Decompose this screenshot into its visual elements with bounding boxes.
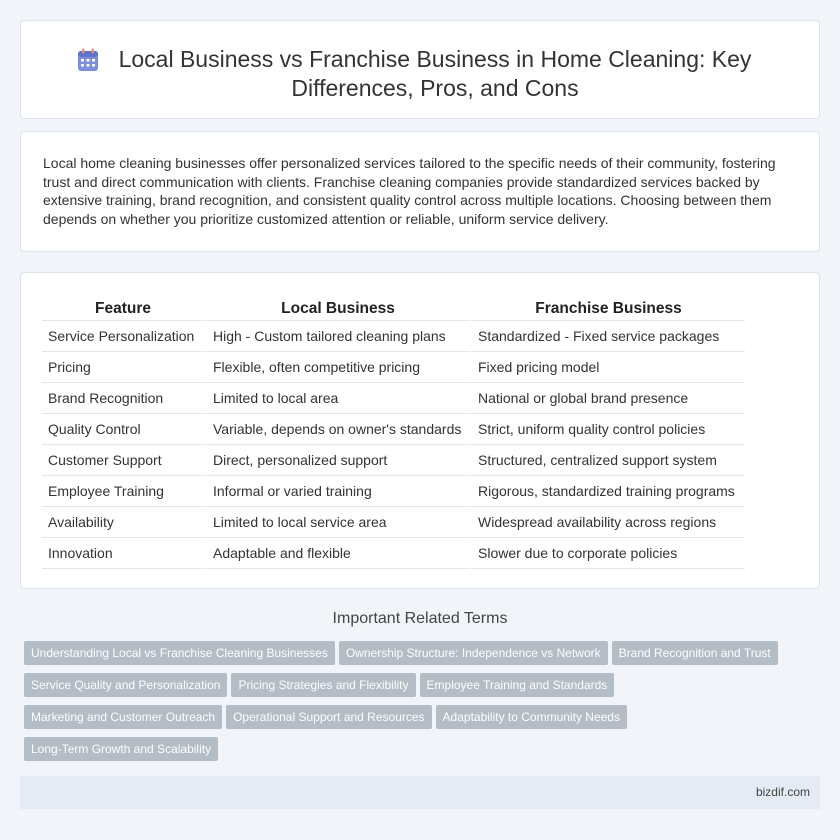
table-cell: Standardized - Fixed service packages bbox=[469, 321, 745, 352]
table-cell: Strict, uniform quality control policies bbox=[469, 414, 745, 445]
comparison-card bbox=[20, 272, 820, 589]
column-header-franchise: Franchise Business bbox=[469, 297, 745, 321]
table-cell: Direct, personalized support bbox=[204, 445, 469, 476]
table-cell: Brand Recognition bbox=[42, 383, 204, 414]
table-cell: Informal or varied training bbox=[204, 476, 469, 507]
table-cell: Widespread availability across regions bbox=[469, 507, 745, 538]
table-cell: Limited to local service area bbox=[204, 507, 469, 538]
table-row bbox=[42, 383, 745, 414]
related-tag[interactable]: Adaptability to Community Needs bbox=[436, 705, 627, 729]
table-cell: Employee Training bbox=[42, 476, 204, 507]
intro-card bbox=[20, 131, 820, 252]
footer-site-link[interactable]: bizdif.com bbox=[755, 785, 810, 799]
column-header-feature: Feature bbox=[42, 297, 204, 321]
table-cell: High - Custom tailored cleaning plans bbox=[204, 321, 469, 352]
related-tag[interactable]: Marketing and Customer Outreach bbox=[24, 705, 222, 729]
table-cell: Fixed pricing model bbox=[469, 352, 745, 383]
table-row bbox=[42, 507, 745, 538]
column-header-local: Local Business bbox=[204, 297, 469, 321]
related-tag[interactable]: Long-Term Growth and Scalability bbox=[24, 737, 218, 761]
page-title bbox=[21, 45, 819, 103]
table-cell: Flexible, often competitive pricing bbox=[204, 352, 469, 383]
table-row bbox=[42, 352, 745, 383]
comparison-table bbox=[42, 297, 745, 569]
related-terms-title: Important Related Terms bbox=[332, 610, 508, 627]
table-cell: Limited to local area bbox=[204, 383, 469, 414]
related-tag[interactable]: Brand Recognition and Trust bbox=[612, 641, 778, 665]
table-row bbox=[42, 414, 745, 445]
table-cell: Availability bbox=[42, 507, 204, 538]
table-cell: Pricing bbox=[42, 352, 204, 383]
table-cell: Rigorous, standardized training programs bbox=[469, 476, 745, 507]
footer bbox=[20, 776, 820, 809]
table-cell: Slower due to corporate policies bbox=[469, 538, 745, 569]
related-tag[interactable]: Understanding Local vs Franchise Cleaning Businesses bbox=[24, 641, 335, 665]
related-tag[interactable]: Pricing Strategies and Flexibility bbox=[231, 673, 415, 697]
related-tags bbox=[24, 641, 794, 769]
related-tag[interactable]: Operational Support and Resources bbox=[226, 705, 431, 729]
table-row bbox=[42, 445, 745, 476]
page-title-text: Local Business vs Franchise Business in Home Cleaning: Key Differences, Pros, and Cons bbox=[118, 46, 752, 101]
table-row bbox=[42, 476, 745, 507]
related-tag[interactable]: Service Quality and Personalization bbox=[24, 673, 227, 697]
table-cell: Customer Support bbox=[42, 445, 204, 476]
table-header-row bbox=[42, 297, 745, 321]
table-row bbox=[42, 321, 745, 352]
table-cell: Structured, centralized support system bbox=[469, 445, 745, 476]
related-tag[interactable]: Ownership Structure: Independence vs Network bbox=[339, 641, 608, 665]
related-tag[interactable]: Employee Training and Standards bbox=[420, 673, 615, 697]
table-cell: Quality Control bbox=[42, 414, 204, 445]
table-row bbox=[42, 538, 745, 569]
table-cell: Service Personalization bbox=[42, 321, 204, 352]
table-cell: Adaptable and flexible bbox=[204, 538, 469, 569]
table-cell: National or global brand presence bbox=[469, 383, 745, 414]
intro-paragraph: Local home cleaning businesses offer personalized services tailored to the specific needs of their community, fostering trust and direct communication with clients. Franchise cleaning companies provide standardized services backed by extensive training, brand recognition, and consistent quality control across multiple locations. Choosing between them depends on whether you prioritize customized attention or reliable, uniform service delivery. bbox=[43, 155, 776, 227]
table-cell: Innovation bbox=[42, 538, 204, 569]
table-cell: Variable, depends on owner's standards bbox=[204, 414, 469, 445]
title-card bbox=[20, 20, 820, 119]
